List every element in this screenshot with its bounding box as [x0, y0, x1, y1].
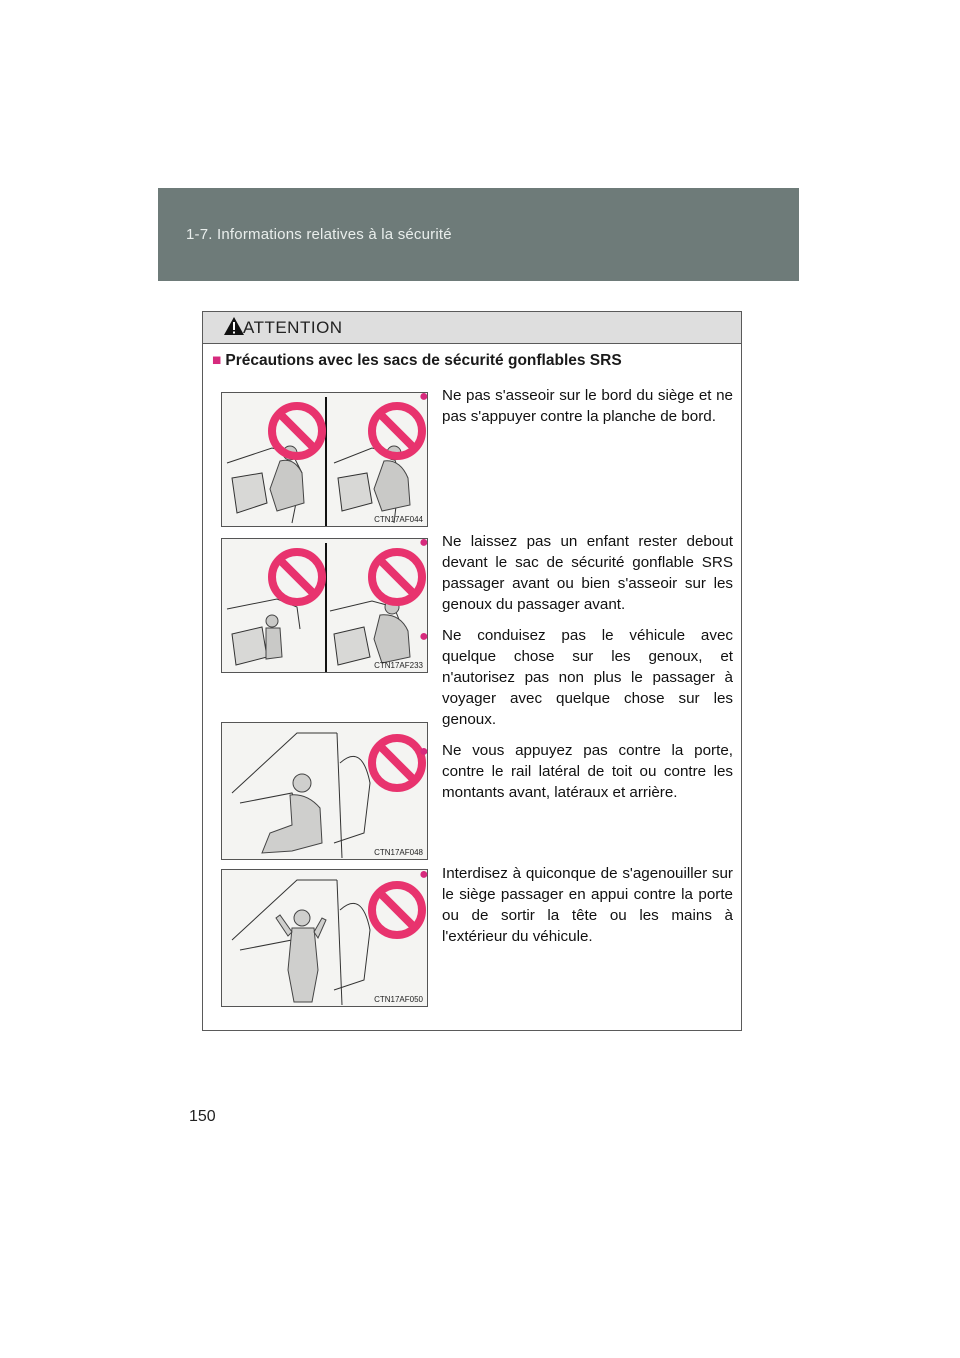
attention-label: ATTENTION — [243, 318, 343, 337]
bullet-text: Ne pas s'asseoir sur le bord du siège et ne pas s'appuyer contre la planche de bord. — [442, 387, 733, 425]
prohibition-icon — [272, 406, 322, 456]
bullet-text: Interdisez à quiconque de s'agenouiller sur le siège passager en appui contre la porte ou de sortir la tête ou les mains à l'extérieur du véhicule. — [442, 865, 733, 945]
prohibition-icon — [372, 552, 422, 602]
illustration-kneeling-seat — [221, 869, 428, 1007]
bullet-item — [419, 625, 733, 730]
page-number: 150 — [189, 1108, 216, 1125]
bullet-item — [419, 863, 733, 947]
bullet-marker: ● — [419, 866, 429, 883]
bullet-item — [419, 385, 733, 427]
illustration-leaning-door — [221, 722, 428, 860]
section-heading — [212, 352, 622, 370]
prohibition-icon — [372, 738, 422, 788]
attention-box — [202, 311, 742, 1031]
bullet-marker: ● — [419, 534, 429, 551]
bullet-marker: ● — [419, 743, 429, 760]
figure-code: CTN17AF233 — [374, 661, 423, 670]
section-marker: ■ — [212, 352, 222, 369]
bullet-text: Ne laissez pas un enfant rester debout devant le sac de sécurité gonflable SRS passager avant ou bien s'asseoir sur les genoux du passager avant. — [442, 533, 733, 613]
warning-triangle-icon — [223, 316, 245, 336]
bullet-marker: ● — [419, 388, 429, 405]
illustration-child-standing — [221, 538, 428, 673]
prohibition-icon — [372, 885, 422, 935]
chapter-title: 1-7. Informations relatives à la sécurité — [186, 226, 452, 243]
bullet-item — [419, 740, 733, 803]
section-heading-text: Précautions avec les sacs de sécurité gonflables SRS — [225, 352, 622, 369]
bullet-marker: ● — [419, 628, 429, 645]
figure-code: CTN17AF050 — [374, 995, 423, 1004]
prohibition-icon — [272, 552, 322, 602]
figure-code: CTN17AF044 — [374, 515, 423, 524]
figure-code: CTN17AF048 — [374, 848, 423, 857]
illustration-seat-edge — [221, 392, 428, 527]
chapter-header-band — [158, 188, 799, 281]
bullet-item — [419, 531, 733, 615]
attention-header — [203, 312, 741, 344]
bullet-text: Ne conduisez pas le véhicule avec quelque chose sur les genoux, et n'autorisez pas non plus le passager à voyager avec quelque chose sur les genoux. — [442, 627, 733, 728]
bullet-text: Ne vous appuyez pas contre la porte, contre le rail latéral de toit ou contre les montants avant, latéraux et arrière. — [442, 742, 733, 801]
